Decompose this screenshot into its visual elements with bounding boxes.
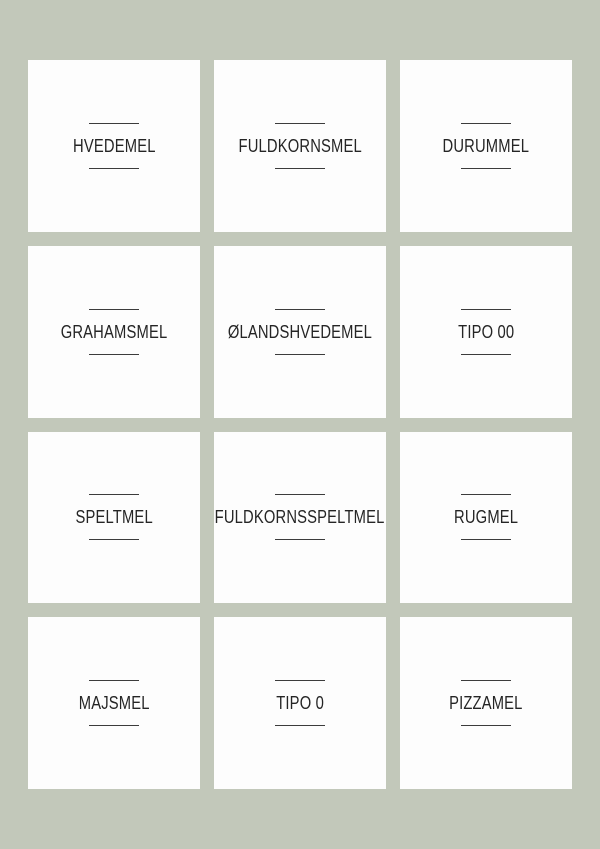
flour-label-text: RUGMEL — [453, 507, 519, 528]
flour-label-text: PIZZAMEL — [449, 693, 523, 714]
label-card-grahamsmel — [28, 246, 200, 418]
flour-label-text: ØLANDSHVEDEMEL — [227, 321, 373, 342]
label-card-fuldkornsmel — [214, 60, 386, 232]
bottom-rule — [461, 539, 511, 540]
flour-label-text: HVEDEMEL — [72, 135, 156, 156]
label-card-durummel — [400, 60, 572, 232]
label-card-rugmel — [400, 432, 572, 604]
label-card-majsmel — [28, 617, 200, 789]
label-card-fuldkornsspeltmel — [214, 432, 386, 604]
bottom-rule — [461, 354, 511, 355]
bottom-rule — [275, 168, 325, 169]
bottom-rule — [89, 354, 139, 355]
label-card-olandshvedemel — [214, 246, 386, 418]
flour-label-text: MAJSMEL — [78, 693, 150, 714]
top-rule — [461, 123, 511, 124]
bottom-rule — [89, 168, 139, 169]
flour-label-text: SPELTMEL — [75, 507, 153, 528]
top-rule — [275, 309, 325, 310]
label-card-tipo-0 — [214, 617, 386, 789]
top-rule — [89, 309, 139, 310]
flour-label-text: DURUMMEL — [442, 135, 530, 156]
top-rule — [461, 680, 511, 681]
top-rule — [275, 494, 325, 495]
top-rule — [275, 680, 325, 681]
top-rule — [461, 309, 511, 310]
top-rule — [461, 494, 511, 495]
bottom-rule — [461, 725, 511, 726]
bottom-rule — [89, 725, 139, 726]
label-card-speltmel — [28, 432, 200, 604]
bottom-rule — [275, 354, 325, 355]
flour-label-text: FULDKORNSMEL — [238, 135, 362, 156]
bottom-rule — [461, 168, 511, 169]
top-rule — [275, 123, 325, 124]
bottom-rule — [89, 539, 139, 540]
label-card-tipo-00 — [400, 246, 572, 418]
flour-label-text: GRAHAMSMEL — [60, 321, 168, 342]
top-rule — [89, 680, 139, 681]
bottom-rule — [275, 539, 325, 540]
flour-label-text: FULDKORNSSPELTMEL — [215, 507, 385, 528]
label-card-hvedemel — [28, 60, 200, 232]
flour-label-text: TIPO 00 — [457, 321, 515, 342]
top-rule — [89, 494, 139, 495]
label-card-pizzamel — [400, 617, 572, 789]
bottom-rule — [275, 725, 325, 726]
top-rule — [89, 123, 139, 124]
flour-label-text: TIPO 0 — [276, 693, 324, 714]
